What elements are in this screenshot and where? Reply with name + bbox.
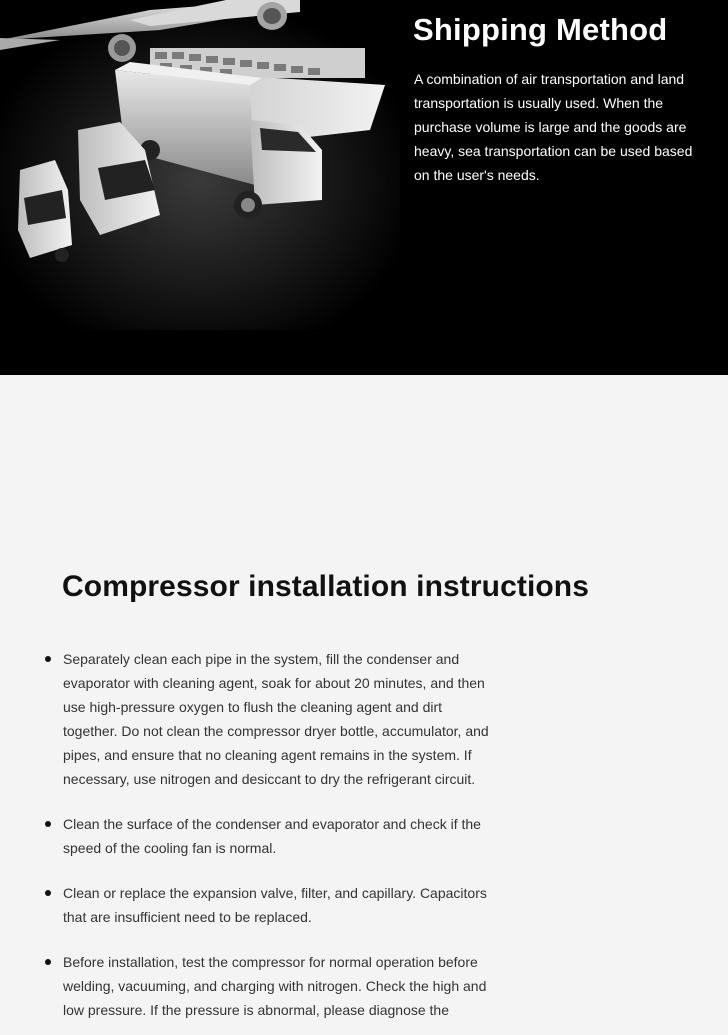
bullet-icon bbox=[45, 821, 51, 827]
list-item bbox=[0, 812, 500, 860]
instructions-title: Compressor installation instructions bbox=[62, 570, 590, 603]
list-item-text: Separately clean each pipe in the system, fill the condenser and evaporator with cleaning agent, soak for about 20 minutes, and then use high-pressure oxygen to flush the cleaning agent and dirt together. Do not clean the compressor dryer bottle, accumulator, and pipes, and ensure that no cleaning agent remains in the system. If necessary, use nitrogen and desiccant to dry the refrigerant circuit. bbox=[63, 651, 489, 787]
list-item bbox=[0, 950, 500, 1022]
list-item bbox=[0, 647, 500, 791]
list-item bbox=[0, 881, 500, 929]
bullet-icon bbox=[45, 656, 51, 662]
shipping-title: Shipping Method bbox=[413, 12, 668, 47]
shipping-section bbox=[0, 0, 728, 375]
list-item-text: Clean the surface of the condenser and evaporator and check if the speed of the cooling fan is normal. bbox=[63, 816, 481, 856]
instructions-list bbox=[0, 647, 500, 1022]
bullet-icon bbox=[45, 959, 51, 965]
list-item-text: Clean or replace the expansion valve, filter, and capillary. Capacitors that are insufficient need to be replaced. bbox=[63, 885, 487, 925]
list-item-text: Before installation, test the compressor for normal operation before welding, vacuuming, and charging with nitrogen. Check the high and low pressure. If the pressure is abnormal, please diagnose the bbox=[63, 954, 487, 1018]
bullet-icon bbox=[45, 890, 51, 896]
transport-vehicles-illustration bbox=[0, 0, 400, 330]
shipping-description: A combination of air transportation and land transportation is usually used. When the purchase volume is large and the goods are heavy, sea transportation can be used based on the user's needs. bbox=[414, 71, 693, 183]
